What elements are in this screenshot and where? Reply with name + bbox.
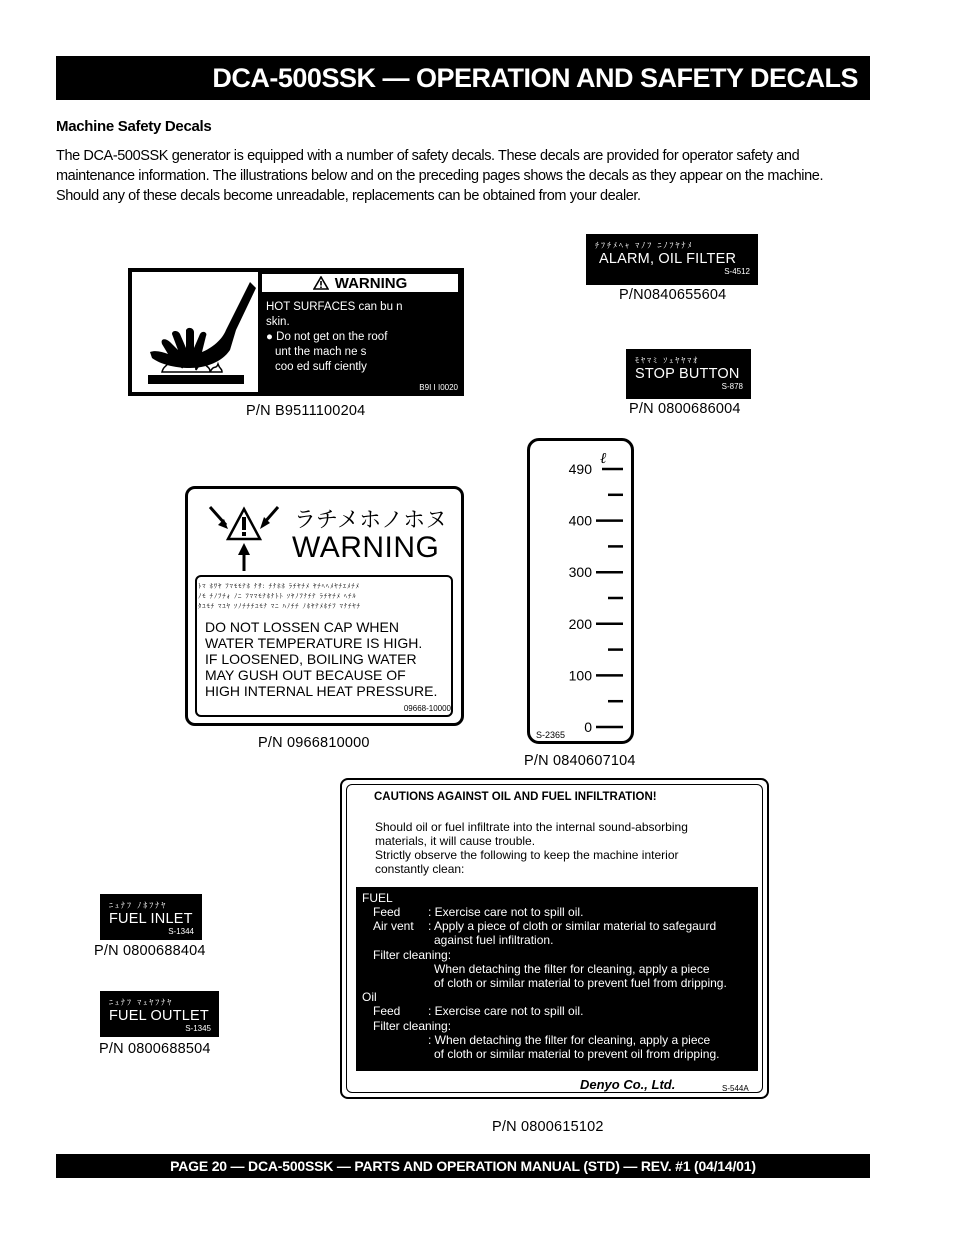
fuel-outlet-decal <box>101 992 218 1036</box>
caution-text: Strictly observe the following to keep the machine interior <box>375 848 679 862</box>
decal-code: S-2365 <box>536 730 566 740</box>
gauge-tick-label: 300 <box>568 564 592 581</box>
page-footer <box>56 1154 870 1178</box>
gauge-tick-label: 200 <box>568 615 592 632</box>
radiator-jp-title: ラチメホノホヌ <box>294 508 448 533</box>
instruction-text: : Exercise care not to spill oil. <box>428 905 584 919</box>
gauge-tick-label: 100 <box>568 667 592 684</box>
pressure-warning-icon <box>206 503 282 573</box>
caution-text: constantly clean: <box>375 862 465 876</box>
decal-code: S-1344 <box>168 927 194 936</box>
instruction-text: : Exercise care not to spill oil. <box>428 1004 584 1018</box>
decal-code: S-544A <box>722 1084 749 1093</box>
decal-code: S-878 <box>721 382 743 391</box>
warning-label: WARNING <box>334 274 408 292</box>
warning-label: WARNING <box>292 531 440 564</box>
jp-line: ﾀﾕﾓﾁ ﾏﾕﾔ ｿﾉﾁﾁﾁﾕﾓﾅ ﾏﾆ ﾊﾉﾁﾁ ﾉﾎﾔﾅﾒﾎﾁﾌ ﾏﾅﾁﾔﾁ <box>198 602 361 610</box>
instruction-text: of cloth or similar material to prevent fuel from dripping. <box>434 976 727 990</box>
hot-line: skin. <box>266 316 290 328</box>
instruction-text: When detaching the filter for cleaning, apply a piece <box>434 962 710 976</box>
instruction-text: against fuel infiltration. <box>434 933 554 947</box>
decal-code: S-1345 <box>185 1024 211 1033</box>
warning-triangle-icon <box>313 276 329 290</box>
hot-line: unt the mach ne s <box>275 346 367 358</box>
hot-surface-decal <box>128 268 464 396</box>
decal-label: FUEL OUTLET <box>109 1008 209 1024</box>
radiator-jp-text <box>198 581 361 611</box>
section-heading: Machine Safety Decals <box>56 118 212 135</box>
radiator-en-text <box>205 619 437 699</box>
brand-logo: Denyo Co., Ltd. <box>580 1077 676 1092</box>
instruction-heading: Oil <box>362 990 377 1004</box>
en-line: DO NOT LOSSEN CAP WHEN <box>205 619 399 635</box>
en-line: HIGH INTERNAL HEAT PRESSURE. <box>205 683 438 699</box>
gauge-unit-label: ℓ <box>600 449 607 467</box>
instruction-text: of cloth or similar material to prevent oil from dripping. <box>434 1047 720 1061</box>
instruction-heading: FUEL <box>362 891 393 905</box>
jp-line: ﾄﾏ ﾎﾜﾔ ﾌﾏﾓﾓﾅﾎ ﾅｻ: ﾁﾅﾎﾎ ﾗﾁﾔﾁﾒ ﾔﾁﾍﾍﾒﾔﾁｴﾒﾁﾒ <box>198 582 360 590</box>
oil-fuel-caution-decal <box>340 778 769 1099</box>
gauge-tick-label: 0 <box>584 719 592 735</box>
instruction-label: Feed <box>373 905 401 919</box>
caution-text: Should oil or fuel infiltrate into the internal sound-absorbing <box>375 820 688 834</box>
hot-line: coo ed suff ciently <box>275 361 367 373</box>
warning-banner <box>262 274 458 292</box>
decal-jp-text: ﾆｭﾅﾌ ﾏｭﾔﾌﾅﾔ <box>109 998 174 1007</box>
part-number: P/N 0800615102 <box>492 1119 604 1135</box>
intro-paragraph: The DCA-500SSK generator is equipped with a number of safety decals. These decals are provided for operator safety and maintenance information. The illustrations below and on the preceding pages shows the decals as they appear on the machine. Should any of these decals become unreadable, replacements can be obtained from your dealer. <box>56 148 824 204</box>
page-title: DCA-500SSK — OPERATION AND SAFETY DECALS <box>212 62 858 93</box>
hot-line: ● Do not get on the roof <box>266 331 388 343</box>
decal-jp-text: ﾁﾌﾁﾒﾍｬ ﾏﾉﾌ ﾆﾉﾌﾔﾅﾒ <box>595 241 694 250</box>
footer-text: PAGE 20 — DCA-500SSK — PARTS AND OPERATION MANUAL (STD) — REV. #1 (04/14/01) <box>170 1158 756 1174</box>
decal-label: ALARM, OIL FILTER <box>599 251 737 267</box>
part-number: P/N 0966810000 <box>258 735 370 751</box>
jp-line: ﾉﾓ ﾁﾉﾌﾁｫ ﾉﾆ ﾌﾏﾏﾓﾅﾎﾅﾄﾄ ｿﾔﾉﾌﾅﾁﾅ ﾗﾁﾔﾁﾒ ﾍﾁﾙ <box>198 592 357 600</box>
caution-title: CAUTIONS AGAINST OIL AND FUEL INFILTRATION! <box>374 791 657 803</box>
radiator-warning-decal <box>185 486 464 726</box>
part-number: P/N 0840607104 <box>524 753 636 769</box>
fuel-gauge-scale <box>530 441 631 741</box>
en-line: WATER TEMPERATURE IS HIGH. <box>205 635 423 651</box>
part-number: P/N 0800688404 <box>94 943 206 959</box>
instruction-label: Filter cleaning: <box>373 948 452 962</box>
part-number: P/N0840655604 <box>619 287 727 303</box>
caution-instructions-box <box>356 887 758 1071</box>
en-line: MAY GUSH OUT BECAUSE OF <box>205 667 406 683</box>
alarm-oil-filter-decal <box>587 235 757 284</box>
gauge-tick-label: 400 <box>568 512 592 529</box>
instruction-text: : When detaching the filter for cleaning, apply a piece <box>428 1033 711 1047</box>
fuel-gauge-decal <box>527 438 634 744</box>
part-number: P/N 0800686004 <box>629 401 741 417</box>
gauge-tick-label: 490 <box>568 461 592 477</box>
caution-text: materials, it will cause trouble. <box>375 834 536 848</box>
stop-button-decal <box>627 350 750 398</box>
decal-code: B9I I I0020 <box>419 383 458 392</box>
decal-label: FUEL INLET <box>109 911 193 927</box>
decal-jp-text: ﾆｭﾅﾌ ﾉﾎﾌﾅﾔ <box>109 901 168 910</box>
decal-jp-text: ﾓﾔﾏﾐ ｿｭﾔﾔﾏｵ <box>635 356 700 365</box>
fuel-inlet-decal <box>101 895 201 939</box>
instruction-label: Feed <box>373 1004 401 1018</box>
decal-label: STOP BUTTON <box>635 366 740 382</box>
instruction-label: Filter cleaning: <box>373 1019 452 1033</box>
part-number: P/N 0800688504 <box>99 1041 211 1057</box>
instruction-text: : Apply a piece of cloth or similar material to safegaurd <box>428 919 717 933</box>
instruction-label: Air vent <box>373 919 414 933</box>
hand-flame-icon <box>132 272 258 392</box>
page-title-bar <box>56 56 870 100</box>
hot-surface-illustration <box>132 272 258 392</box>
decal-code: 09668-10000 <box>403 704 451 713</box>
hot-line: HOT SURFACES can bu n <box>266 301 403 313</box>
decal-code: S-4512 <box>724 267 750 276</box>
part-number: P/N B9511100204 <box>246 403 366 419</box>
en-line: IF LOOSENED, BOILING WATER <box>205 651 417 667</box>
hot-surface-text <box>266 300 456 375</box>
